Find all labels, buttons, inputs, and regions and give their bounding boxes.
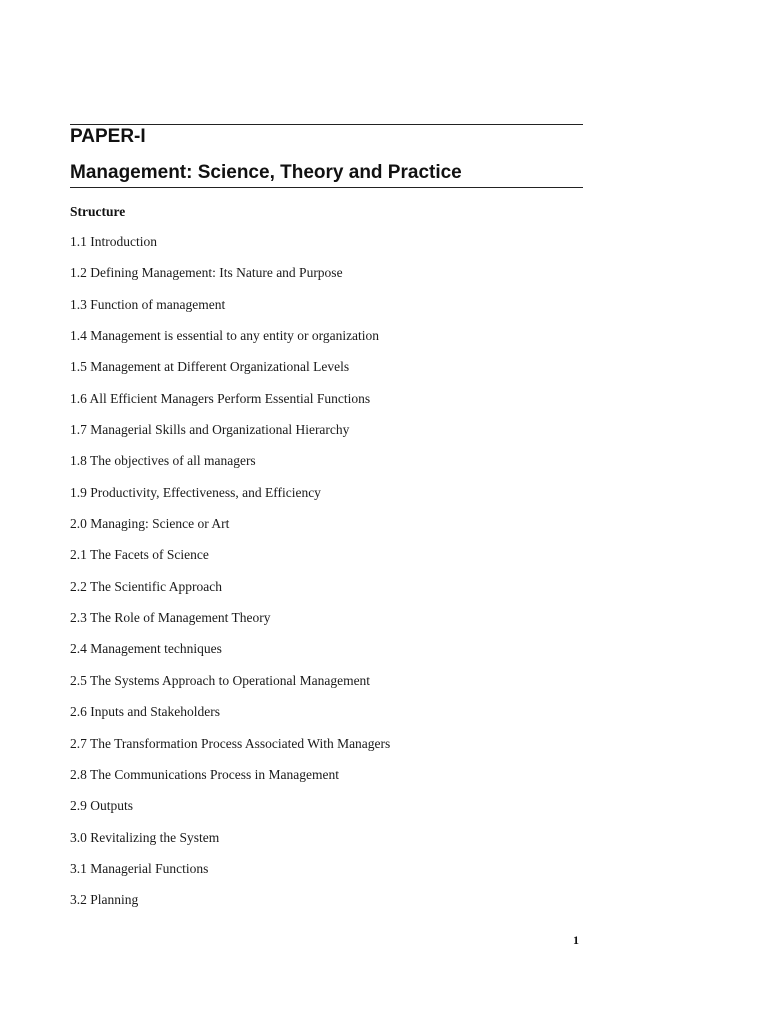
toc-item: 1.1 Introduction xyxy=(70,234,157,249)
toc-item: 1.2 Defining Management: Its Nature and Purpose xyxy=(70,265,343,281)
toc-item: 1.6 All Efficient Managers Perform Essential Functions xyxy=(70,390,371,406)
header-bottom-rule xyxy=(70,187,583,188)
toc-item: 1.3 Function of management xyxy=(70,296,226,312)
toc-item: 3.0 Revitalizing the System xyxy=(70,829,220,845)
header-top-rule xyxy=(70,124,583,125)
toc-item: 2.4 Management techniques xyxy=(70,641,222,657)
document-title: Management: Science, Theory and Practice xyxy=(70,162,462,183)
toc-item: 1.7 Managerial Skills and Organizational Hierarchy xyxy=(70,422,350,438)
toc-item: 2.5 The Systems Approach to Operational Management xyxy=(70,672,371,688)
toc-item: 2.2 The Scientific Approach xyxy=(70,578,222,594)
toc-item: 1.4 Management is essential to any entity or organization xyxy=(70,328,380,344)
toc-item: 2.9 Outputs xyxy=(70,798,134,814)
toc-item: 3.2 Planning xyxy=(70,892,139,908)
toc-item: 2.6 Inputs and Stakeholders xyxy=(70,704,220,720)
toc-item: 1.5 Management at Different Organizational Levels xyxy=(70,359,350,375)
toc-item: 2.7 The Transformation Process Associated With Managers xyxy=(70,735,391,751)
toc-item: 2.3 The Role of Management Theory xyxy=(70,610,271,626)
toc-item: 1.8 The objectives of all managers xyxy=(70,453,256,469)
toc-item: 2.1 The Facets of Science xyxy=(70,547,209,563)
page-number: 1 xyxy=(573,933,579,947)
toc-item: 2.8 The Communications Process in Management xyxy=(70,766,339,782)
table-of-contents xyxy=(70,233,390,923)
paper-title: PAPER-I xyxy=(70,126,146,147)
toc-item: 1.9 Productivity, Effectiveness, and Efficiency xyxy=(70,484,321,500)
structure-heading: Structure xyxy=(70,204,126,219)
toc-item: 2.0 Managing: Science or Art xyxy=(70,516,230,532)
toc-item: 3.1 Managerial Functions xyxy=(70,860,209,876)
